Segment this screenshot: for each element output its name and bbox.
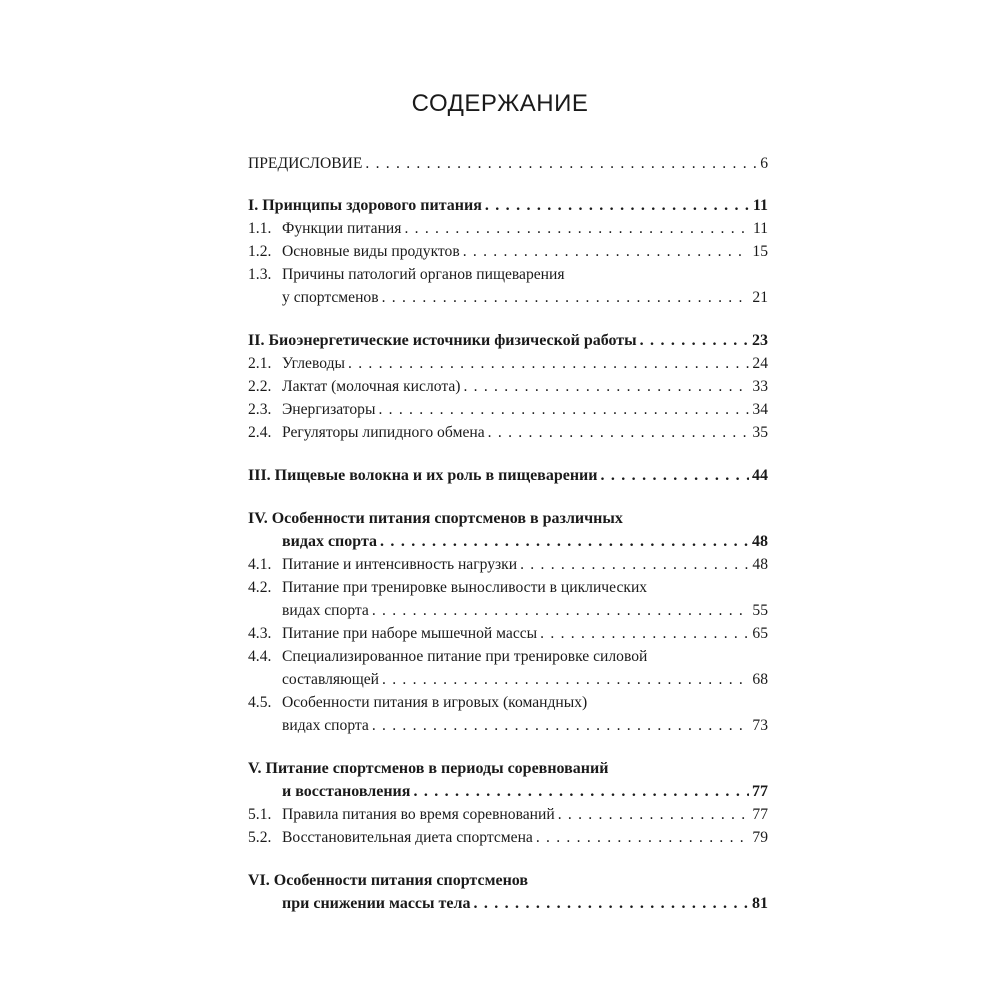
toc-page-number: 68 bbox=[752, 671, 768, 688]
toc-entry-label-continued: видах спорта bbox=[282, 717, 369, 734]
toc-entry-preface[interactable] bbox=[248, 152, 768, 175]
toc-entry-label-continued: видах спорта bbox=[282, 602, 369, 619]
toc-entry-number: 5.2. bbox=[248, 829, 272, 846]
dot-leader bbox=[536, 826, 750, 849]
toc-entry-4-5[interactable] bbox=[248, 714, 768, 737]
toc-chapter-label: IV. Особенности питания спортсменов в различных bbox=[248, 510, 623, 527]
toc-entry-number: 4.3. bbox=[248, 625, 272, 642]
toc-page-number: 21 bbox=[752, 289, 768, 306]
toc-page-number: 15 bbox=[752, 243, 768, 260]
dot-leader bbox=[404, 217, 750, 240]
toc-entry-number: 2.4. bbox=[248, 424, 272, 441]
toc-entry-label: Основные виды продуктов bbox=[282, 243, 460, 260]
toc-page-number: 11 bbox=[752, 197, 768, 214]
toc-entry-number: 4.2. bbox=[248, 579, 272, 596]
toc-entry-5-2[interactable] bbox=[248, 826, 768, 849]
toc-entry-4-2-line1[interactable] bbox=[248, 576, 768, 599]
toc-entry-label: Питание при тренировке выносливости в циклических bbox=[282, 579, 648, 596]
dot-leader bbox=[640, 329, 749, 352]
page-title: СОДЕРЖАНИЕ bbox=[411, 90, 589, 117]
toc-entry-label: Причины патологий органов пищеварения bbox=[282, 266, 565, 283]
toc-page-number: 35 bbox=[752, 424, 768, 441]
dot-leader bbox=[485, 194, 750, 217]
toc-chapter-4-line1[interactable] bbox=[248, 507, 768, 530]
toc-entry-number: 4.5. bbox=[248, 694, 272, 711]
toc-page-number: 77 bbox=[752, 806, 768, 823]
toc-chapter-label-continued: видах спорта bbox=[282, 533, 378, 550]
toc-chapter-label: I. Принципы здорового питания bbox=[248, 197, 482, 214]
toc-entry-number: 4.4. bbox=[248, 648, 272, 665]
toc-entry-number: 1.1. bbox=[248, 220, 272, 237]
toc-page-number: 24 bbox=[752, 355, 768, 372]
toc-page-number: 33 bbox=[752, 378, 768, 395]
toc-chapter-label: III. Пищевые волокна и их роль в пищеварении bbox=[248, 467, 598, 484]
toc-chapter-label-continued: и восстановления bbox=[282, 783, 411, 800]
dot-leader bbox=[378, 398, 749, 421]
toc-chapter-3[interactable] bbox=[248, 464, 768, 487]
toc-entry-5-1[interactable] bbox=[248, 803, 768, 826]
dot-leader bbox=[463, 375, 749, 398]
toc-entry-2-2[interactable] bbox=[248, 375, 768, 398]
dot-leader bbox=[558, 803, 750, 826]
toc-entry-label: Функции питания bbox=[282, 220, 402, 237]
dot-leader bbox=[372, 599, 750, 622]
toc-entry-label: Восстановительная диета спортсмена bbox=[282, 829, 533, 846]
dot-leader bbox=[473, 892, 749, 915]
toc-entry-4-3[interactable] bbox=[248, 622, 768, 645]
toc-page-number: 73 bbox=[752, 717, 768, 734]
toc-entry-4-4-line1[interactable] bbox=[248, 645, 768, 668]
toc-entry-2-1[interactable] bbox=[248, 352, 768, 375]
toc-entry-label: Особенности питания в игровых (командных) bbox=[282, 694, 588, 711]
toc-entry-4-4[interactable] bbox=[248, 668, 768, 691]
toc-page-number: 11 bbox=[752, 220, 768, 237]
toc-entry-number: 1.2. bbox=[248, 243, 272, 260]
dot-leader bbox=[348, 352, 749, 375]
dot-leader bbox=[382, 286, 750, 309]
toc-chapter-1[interactable] bbox=[248, 194, 768, 217]
toc-entry-label: Питание при наборе мышечной массы bbox=[282, 625, 538, 642]
toc-chapter-label-continued: при снижении массы тела bbox=[282, 895, 471, 912]
toc-entry-number: 2.2. bbox=[248, 378, 272, 395]
toc-entry-1-1[interactable] bbox=[248, 217, 768, 240]
toc-entry-label-continued: составляющей bbox=[282, 671, 379, 688]
toc-page-number: 65 bbox=[752, 625, 768, 642]
toc-entry-label: Энергизаторы bbox=[282, 401, 376, 418]
toc-entry-label: Углеводы bbox=[282, 355, 345, 372]
toc-chapter-label: V. Питание спортсменов в периоды соревнований bbox=[248, 760, 609, 777]
toc-page-number: 79 bbox=[752, 829, 768, 846]
toc-entry-label: Правила питания во время соревнований bbox=[282, 806, 555, 823]
toc-chapter-6[interactable] bbox=[248, 892, 768, 915]
dot-leader bbox=[372, 714, 750, 737]
dot-leader bbox=[540, 622, 749, 645]
toc-entry-1-3-line1[interactable] bbox=[248, 263, 768, 286]
toc-entry-label: Питание и интенсивность нагрузки bbox=[282, 556, 518, 573]
toc-entry-4-1[interactable] bbox=[248, 553, 768, 576]
toc-page-number: 44 bbox=[752, 467, 768, 484]
dot-leader bbox=[520, 553, 749, 576]
toc-entry-4-5-line1[interactable] bbox=[248, 691, 768, 714]
toc-entry-number: 1.3. bbox=[248, 266, 272, 283]
toc-chapter-5-line1[interactable] bbox=[248, 757, 768, 780]
toc-page-number: 6 bbox=[760, 155, 768, 172]
toc-chapter-4[interactable] bbox=[248, 530, 768, 553]
toc-page-number: 23 bbox=[752, 332, 768, 349]
toc-page-number: 48 bbox=[752, 533, 768, 550]
dot-leader bbox=[600, 464, 749, 487]
toc-entry-label-continued: у спортсменов bbox=[282, 289, 379, 306]
toc-entry-2-4[interactable] bbox=[248, 421, 768, 444]
dot-leader bbox=[413, 780, 749, 803]
toc-entry-2-3[interactable] bbox=[248, 398, 768, 421]
toc-entry-number: 5.1. bbox=[248, 806, 272, 823]
dot-leader bbox=[488, 421, 750, 444]
toc-chapter-6-line1[interactable] bbox=[248, 869, 768, 892]
toc-entry-label: Регуляторы липидного обмена bbox=[282, 424, 485, 441]
toc-page-number: 77 bbox=[752, 783, 768, 800]
toc-page-number: 34 bbox=[752, 401, 768, 418]
dot-leader bbox=[463, 240, 750, 263]
toc-page-number: 48 bbox=[752, 556, 768, 573]
toc-entry-1-2[interactable] bbox=[248, 240, 768, 263]
dot-leader bbox=[365, 152, 757, 175]
toc-entry-number: 4.1. bbox=[248, 556, 272, 573]
toc-entry-4-2[interactable] bbox=[248, 599, 768, 622]
dot-leader bbox=[380, 530, 749, 553]
toc-page-number: 81 bbox=[752, 895, 768, 912]
toc-page-number: 55 bbox=[752, 602, 768, 619]
dot-leader bbox=[382, 668, 749, 691]
toc-entry-number: 2.3. bbox=[248, 401, 272, 418]
toc-chapter-2[interactable] bbox=[248, 329, 768, 352]
toc-chapter-label: VI. Особенности питания спортсменов bbox=[248, 872, 529, 889]
toc-entry-label: Лактат (молочная кислота) bbox=[282, 378, 461, 395]
table-of-contents bbox=[248, 152, 768, 915]
toc-chapter-label: II. Биоэнергетические источники физической работы bbox=[248, 332, 637, 349]
toc-chapter-5[interactable] bbox=[248, 780, 768, 803]
toc-entry-label: Специализированное питание при тренировке силовой bbox=[282, 648, 648, 665]
toc-entry-label: ПРЕДИСЛОВИЕ bbox=[248, 155, 363, 172]
toc-entry-1-3[interactable] bbox=[248, 286, 768, 309]
toc-entry-number: 2.1. bbox=[248, 355, 272, 372]
